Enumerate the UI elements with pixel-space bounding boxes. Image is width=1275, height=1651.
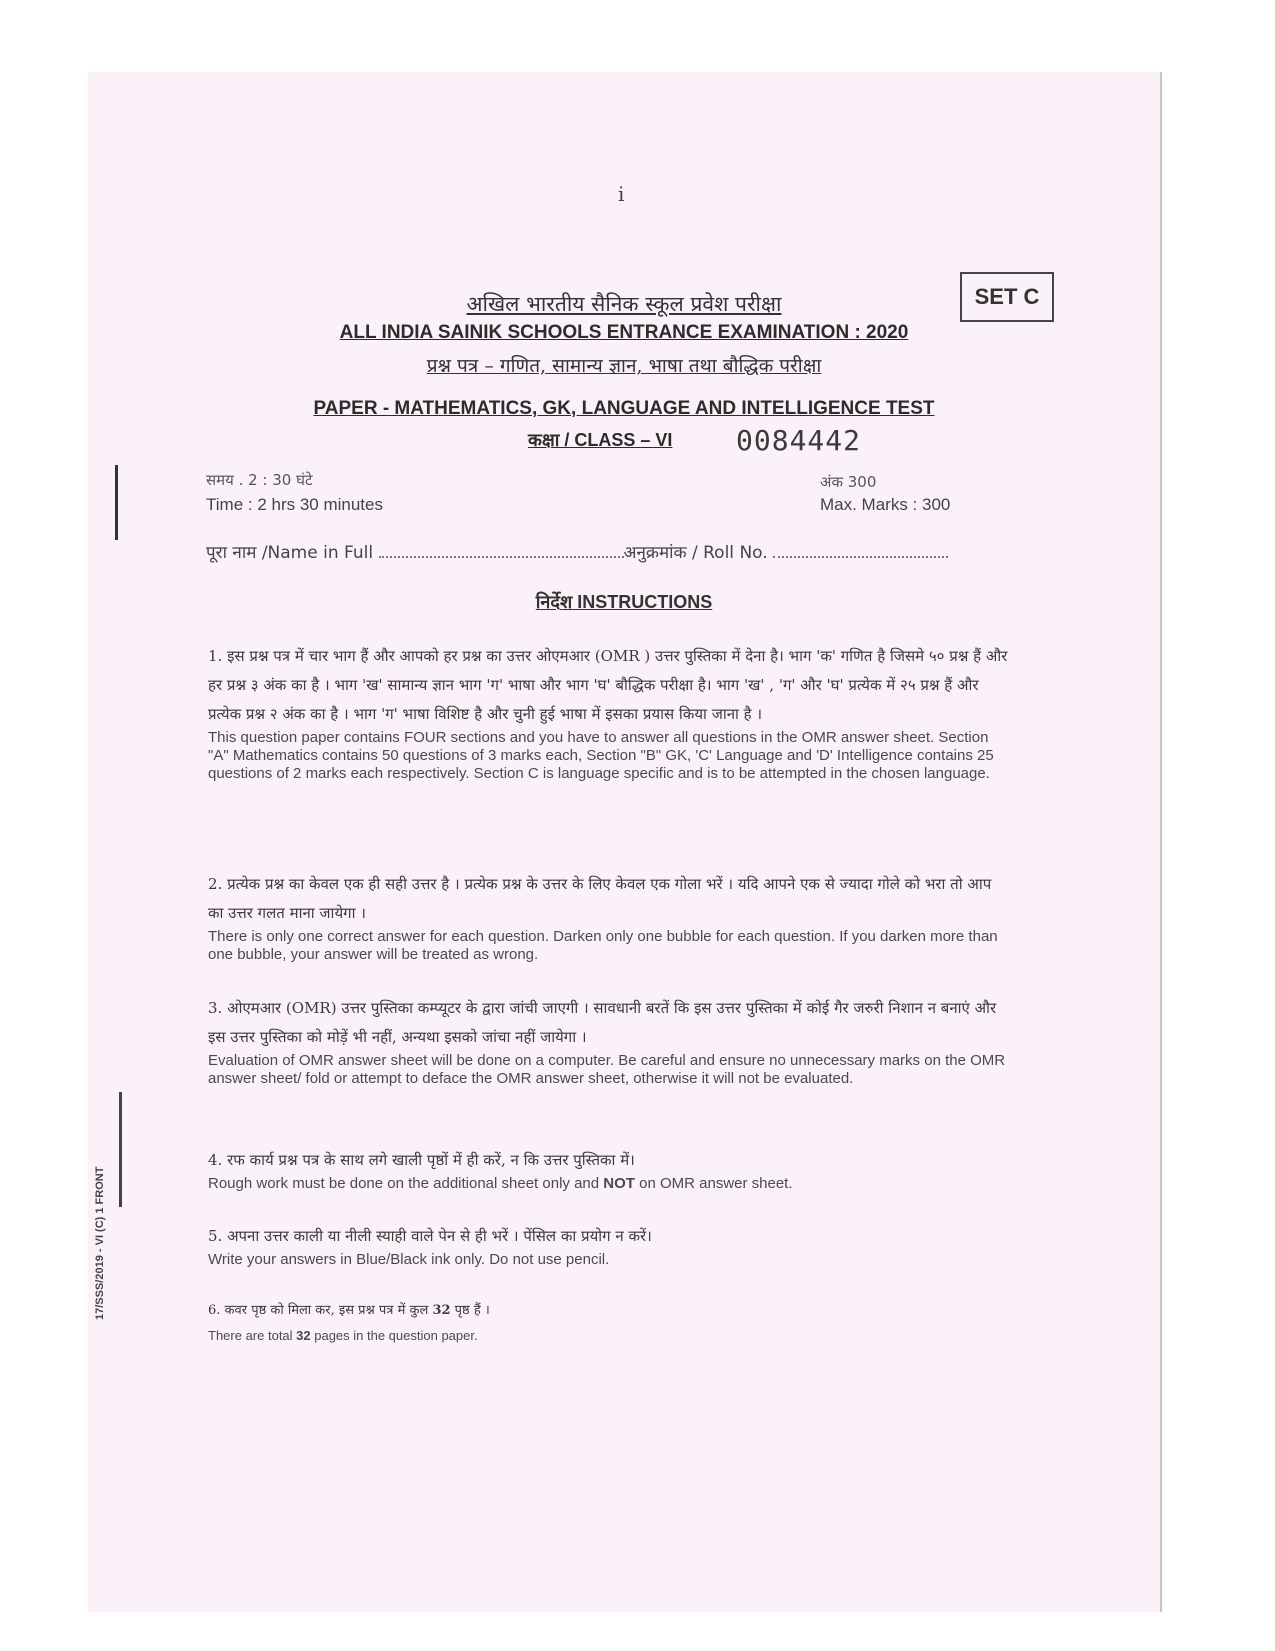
title-english-text: ALL INDIA SAINIK SCHOOLS ENTRANCE EXAMINATION : 2020 (339, 322, 909, 343)
title-hindi (88, 290, 1160, 318)
title-hindi-text: अखिल भारतीय सैनिक स्कूल प्रवेश परीक्षा (466, 292, 782, 316)
instruction-6-hindi (208, 1296, 1008, 1325)
instruction-5-english: Write your answers in Blue/Black ink only. Do not use pencil. (208, 1251, 610, 1268)
title-english (88, 322, 1160, 344)
instruction-1-english: This question paper contains FOUR sections and you have to answer all questions in the OMR answer sheet. Section "A" Mathematics contains 50 questions of 3 marks each, Section "B" GK, 'C' Language and 'D' Intelligence contains 25 questions of 2 marks each respectively. Section C is language specific and is to be attempted in the chosen language. (208, 729, 994, 782)
name-roll-row (206, 540, 1006, 563)
binding-mark (115, 465, 118, 540)
marks-english: Max. Marks : 300 (820, 495, 951, 514)
paper-line (88, 398, 1160, 420)
marks-hindi: अंक 300 (820, 473, 877, 491)
paper-line-text: PAPER - MATHEMATICS, GK, LANGUAGE AND INTELLIGENCE TEST (313, 398, 935, 419)
instruction-4-hindi: 4. रफ कार्य प्रश्न पत्र के साथ लगे खाली पृष्ठों में ही करें, न कि उत्तर पुस्तिका में। (208, 1151, 635, 1169)
instruction-4-english-bold: NOT (603, 1175, 635, 1192)
roll-label: अनुक्रमांक / Roll No. (623, 543, 768, 563)
instruction-6-english-pre: There are total (208, 1328, 297, 1343)
instruction-2-hindi: 2. प्रत्येक प्रश्न का केवल एक ही सही उत्तर है । प्रत्येक प्रश्न के उत्तर के लिए केवल एक गोला भरें । यदि आपने एक से ज्यादा गोले को भरा तो आप का उत्तर गलत माना जायेगा । (208, 875, 992, 922)
instruction-5-hindi: 5. अपना उत्तर काली या नीली स्याही वाले पेन से ही भरें । पेंसिल का प्रयोग न करें। (208, 1227, 652, 1245)
instructions-heading (88, 590, 1160, 614)
instruction-5 (208, 1222, 1008, 1269)
name-label: पूरा नाम /Name in Full (206, 543, 374, 563)
instruction-3-english: Evaluation of OMR answer sheet will be done on a computer. Be careful and ensure no unnecessary marks on the OMR answer sheet/ fold or attempt to deface the OMR answer sheet, otherwise it will not be evaluated. (208, 1052, 1006, 1087)
instruction-3-hindi: 3. ओएमआर (OMR) उत्तर पुस्तिका कम्प्यूटर के द्वारा जांची जाएगी । सावधानी बरतें कि इस उत्तर पुस्तिका में कोई गैर जरुरी निशान न बनाएं और इस उत्तर पुस्तिका को मोड़ें भी नहीं, अन्यथा इसको जांचा नहीं जायेगा । (208, 999, 997, 1046)
side-mark (119, 1092, 122, 1207)
roll-blank[interactable] (773, 544, 948, 558)
instruction-6-english (208, 1325, 1008, 1347)
instruction-6-hindi-bold: 32 (432, 1303, 451, 1318)
subtitle-hindi (88, 352, 1160, 378)
name-blank[interactable] (379, 544, 624, 558)
instruction-6-english-post: pages in the question paper. (310, 1328, 478, 1343)
instruction-6 (208, 1296, 1008, 1347)
side-code: 17/SSS/2019 - VI (C) 1 FRONT (94, 1166, 106, 1320)
instruction-4-english (208, 1175, 1008, 1193)
instruction-1-hindi: 1. इस प्रश्न पत्र में चार भाग हैं और आपको हर प्रश्न का उत्तर ओएमआर (OMR ) उत्तर पुस्तिका में देना है। भाग 'क' गणित है जिसमे ५० प्रश्न हैं और हर प्रश्न ३ अंक का है । भाग 'ख' सामान्य ज्ञान भाग 'ग' भाषा और भाग 'घ' बौद्धिक परीक्षा है। भाग 'ख' , 'ग' और 'घ' प्रत्येक में २५ प्रश्न हैं और प्रत्येक प्रश्न २ अंक का है । भाग 'ग' भाषा विशिष्ट है और चुनी हुई भाषा में इसका प्रयास किया जाना है । (208, 647, 1008, 723)
instructions-heading-text: निर्देश INSTRUCTIONS (535, 592, 713, 612)
instruction-2 (208, 870, 1008, 964)
class-label (528, 428, 672, 452)
class-label-text: कक्षा / CLASS – VI (528, 430, 673, 450)
instruction-3 (208, 994, 1008, 1088)
instruction-4 (208, 1146, 1008, 1193)
instruction-6-english-bold: 32 (296, 1328, 311, 1343)
time-english: Time : 2 hrs 30 minutes (206, 495, 383, 514)
subtitle-hindi-text: प्रश्न पत्र – गणित, सामान्य ज्ञान, भाषा तथा बौद्धिक परीक्षा (426, 355, 822, 377)
exam-cover-page (88, 72, 1162, 1612)
instruction-2-english: There is only one correct answer for each question. Darken only one bubble for each question. If you darken more than one bubble, your answer will be treated as wrong. (208, 928, 998, 963)
instruction-6-hindi-pre: 6. कवर पृष्ठ को मिला कर, इस प्रश्न पत्र में कुल (208, 1303, 433, 1318)
instruction-4-english-pre: Rough work must be done on the additional sheet only and (208, 1175, 604, 1192)
set-label-box: SET C (960, 272, 1054, 322)
serial-number: 0084442 (736, 424, 862, 457)
time-hindi: समय . 2 : 30 घंटे (206, 471, 313, 489)
instruction-1 (208, 642, 1008, 783)
instruction-4-english-post: on OMR answer sheet. (634, 1175, 793, 1192)
page-number: i (618, 182, 625, 206)
instruction-6-hindi-post: पृष्ठ हैं । (450, 1303, 490, 1318)
